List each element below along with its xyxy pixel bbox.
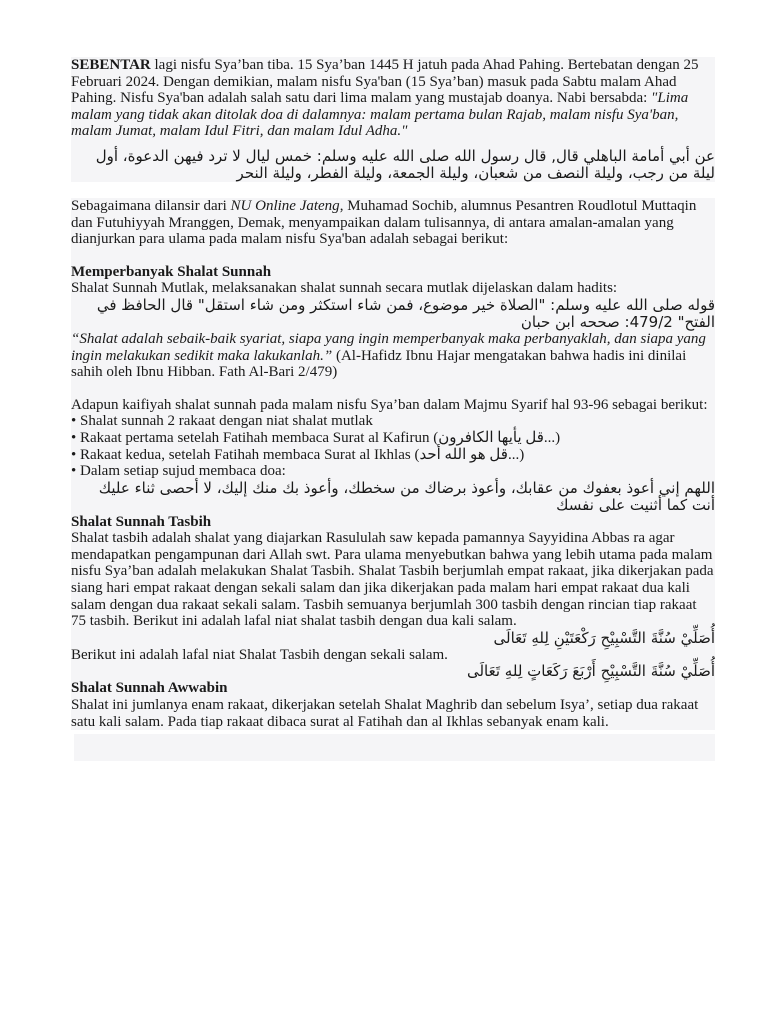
section1-desc: Shalat Sunnah Mutlak, melaksanakan shalat sunnah secara mutlak dijelaskan dalam hadits: bbox=[71, 280, 618, 297]
intro-arabic: عن أبي أمامة الباهلي قال, قال رسول الله صلى الله عليه وسلم: خمس ليال لا ترد فيهن الدعوة، أول ليلة من رجب، وليلة النصف من شعبان، وليلة الجمعة، وليلة الفطر، وليلة النحر bbox=[95, 146, 715, 182]
section1-arabic: قوله صلى الله عليه وسلم: "الصلاة خير موضوع، فمن شاء استكثر ومن شاء استقل" قال الحافظ في الفتح" 479/2: صححه ابن حبان bbox=[96, 295, 715, 331]
section1-note: (Al-Hafidz Ibnu Hajar mengatakan bahwa hadis ini dinilai sahih oleh Ibnu Hibban. Fath Al-Bari 2/479) bbox=[71, 347, 687, 381]
para2-pre: Sebagaimana dilansir dari bbox=[71, 197, 231, 214]
section2-text2: Berikut ini adalah lafal niat Shalat Tasbih dengan sekali salam. bbox=[71, 646, 448, 663]
empty-block bbox=[74, 734, 715, 761]
intro-lead: SEBENTAR bbox=[71, 57, 151, 73]
section1-quote: “Shalat adalah sebaik-baik syariat, siapa yang ingin memperbanyak maka perbanyaklah, dan siapa yang ingin melakukan sedikit maka lakukanlah.” bbox=[71, 330, 706, 364]
section3-heading: Shalat Sunnah Awwabin bbox=[71, 680, 228, 697]
section1-kaifiyah: Adapun kaifiyah shalat sunnah pada malam nisfu Sya’ban dalam Majmu Syarif hal 93-96 sebagai berikut: bbox=[71, 396, 708, 413]
section1-heading: Memperbanyak Shalat Sunnah bbox=[71, 263, 272, 280]
section3-text: Shalat ini jumlanya enam rakaat, dikerjakan setelah Shalat Maghrib dan sebelum Isya’, setiap dua rakaat satu kali salam. Pada tiap rakaat dibaca surat al Fatihah dan al Ikhlas sebanyak enam kali. bbox=[71, 697, 699, 730]
bullet-item: • Rakaat kedua, setelah Fatihah membaca Surat al Ikhlas (قل هو الله أحد...) bbox=[71, 446, 525, 463]
bullet-item: • Shalat sunnah 2 rakaat dengan niat shalat mutlak bbox=[71, 413, 373, 430]
bullet-item: • Dalam setiap sujud membaca doa: bbox=[71, 463, 286, 480]
section2-niat1: أُصَلِّيْ سُنَّةَ التَّسْبِيْحِ رَكْعَتَيْنِ لِلهِ تَعَالَى bbox=[493, 628, 715, 647]
intro-text: lagi nisfu Sya’ban tiba. 15 Sya’ban 1445 H jatuh pada Ahad Pahing. Bertebatan dengan 25 Februari 2024. Dengan demikian, malam nisfu Sya'ban (15 Sya’ban) masuk pada Sabtu malam Ahad Pahing. Nisfu Sya'ban adalah salah satu dari lima malam yang mustajab doanya. Nabi bersabda: bbox=[71, 57, 699, 107]
para2-source: NU Online Jateng bbox=[230, 197, 340, 214]
section2-heading: Shalat Sunnah Tasbih bbox=[71, 513, 212, 530]
section1-doa: اللهم إني أعوذ بعفوك من عقابك، وأعوذ برضاك من سخطك، وأعوذ بك منك إليك، لا أحصى ثناء عليك أنت كما أثنيت على نفسك bbox=[98, 478, 715, 514]
intro-quote: "Lima malam yang tidak akan ditolak doa di dalamnya: malam pertama bulan Rajab, malam nisfu Sya'ban, malam Jumat, malam Idul Fitri, dan malam Idul Adha." bbox=[71, 90, 689, 140]
para2-post: , Muhamad Sochib, alumnus Pesantren Roudlotul Muttaqin dan Futuhiyyah Mranggen, Demak, menyampaikan dalam tulisannya, di antara amalan-amalan yang dianjurkan para ulama pada malam nisfu Sya'ban adalah sebagai berikut: bbox=[71, 197, 697, 248]
section2-niat2: أُصَلِّيْ سُنَّةَ التَّسْبِيْحِ أَرْبَعَ رَكَعَاتٍ لِلهِ تَعَالَى bbox=[466, 662, 715, 681]
para2 bbox=[71, 198, 715, 248]
bullet-item: • Rakaat pertama setelah Fatihah membaca Surat al Kafirun (قل يأيها الكافرون...) bbox=[71, 429, 561, 446]
section1-quote-paragraph bbox=[71, 331, 715, 381]
intro-paragraph bbox=[71, 57, 715, 140]
section2-text: Shalat tasbih adalah shalat yang diajarkan Rasululah saw kepada pamannya Sayyidina Abbas ra agar mendapatkan pengampunan dari Allah swt. Para ulama menyebutkan bahwa yang lebih utama pada malam nisfu Sya’ban adalah melakukan Shalat Tasbih. Shalat Tasbih berjumlah empat rakaat, jika dikerjakan pada siang hari empat rakaat dengan sekali salam dan jika dikerjakan pada malam hari empat rakaat dua kali salam dengan dua rakaat sekali salam. Tasbih semuanya berjumlah 300 tasbih dengan rincian tiap rakaat 75 tasbih. Berikut ini adalah lafal niat shalat tasbih dengan dua kali salam. bbox=[71, 530, 714, 630]
content-block bbox=[71, 198, 715, 730]
intro-block bbox=[71, 57, 715, 182]
article bbox=[71, 57, 715, 761]
